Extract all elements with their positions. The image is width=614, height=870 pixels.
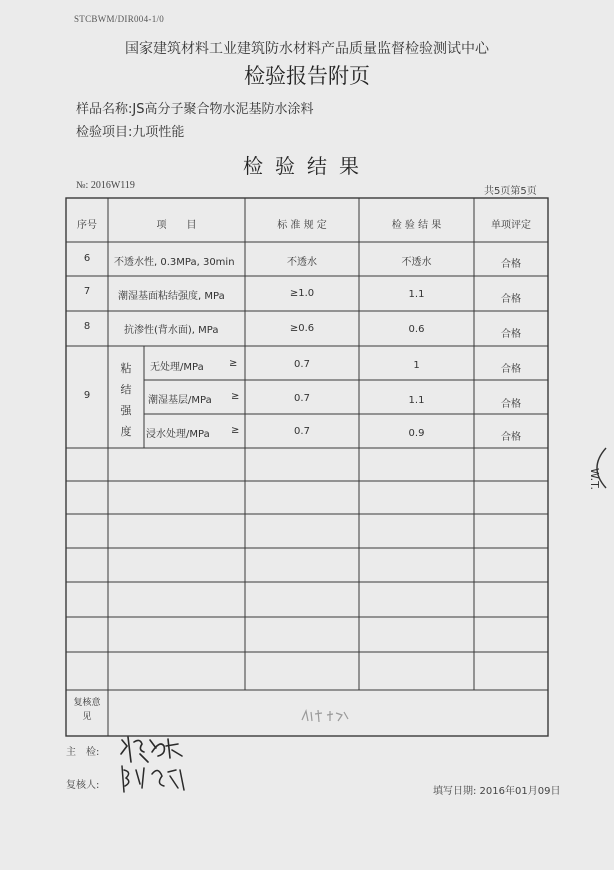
row-verdict: 合格	[501, 259, 521, 270]
item-value: 九项性能	[132, 125, 185, 140]
row-result: 1.1	[408, 289, 425, 300]
header-no: 序号	[77, 220, 97, 231]
document-title: 检验报告附页	[244, 64, 370, 88]
review-opinion-label: 复核意见	[73, 698, 101, 722]
row-item: 不透水性, 0.3MPa, 30min	[114, 257, 235, 268]
subrow-result: 1	[413, 360, 420, 371]
row-item: 抗渗性(背水面), MPa	[124, 325, 219, 336]
item-label: 检验项目:	[76, 125, 133, 140]
sample-name: JS高分子聚合物水泥基防水涂料	[132, 102, 314, 117]
header-result: 检 验 结 果	[391, 220, 442, 231]
subrow-result: 0.9	[408, 428, 425, 439]
subrow-symbol: ≥	[231, 391, 240, 402]
faint-stamp-mark	[298, 706, 354, 726]
group-label: 粘结强度	[120, 362, 132, 438]
reviewer-label: 复核人:	[66, 780, 100, 791]
sample-line	[76, 98, 313, 117]
row-verdict: 合格	[501, 294, 521, 305]
row-number: 7	[83, 286, 91, 297]
header-verdict: 单项评定	[491, 220, 531, 231]
svg-text:W.T.: W.T.	[588, 468, 601, 490]
row-number: 8	[83, 321, 91, 332]
subrow-symbol: ≥	[231, 425, 240, 436]
row-result: 0.6	[408, 324, 425, 335]
seal-edge-mark	[582, 446, 608, 490]
header-standard: 标 准 规 定	[277, 220, 327, 231]
subrow-verdict: 合格	[501, 399, 521, 410]
row-standard: ≥0.6	[289, 323, 315, 334]
institution-name: 国家建筑材料工业建筑防水材料产品质量监督检验测试中心	[125, 41, 489, 57]
subrow-item: 潮湿基层/MPa	[148, 395, 212, 406]
reviewer-signature	[118, 762, 190, 796]
subrow-result: 1.1	[408, 395, 425, 406]
subrow-item: 无处理/MPa	[150, 362, 204, 373]
subrow-verdict: 合格	[501, 432, 521, 443]
results-title: 检验结果	[243, 154, 371, 178]
row-verdict: 合格	[501, 329, 521, 340]
subrow-verdict: 合格	[501, 364, 521, 375]
row-standard: 不透水	[287, 257, 317, 268]
group-number: 9	[83, 390, 91, 401]
row-standard: ≥1.0	[289, 288, 315, 299]
document-code: STCBWM/DIR004-1/0	[74, 14, 165, 24]
item-line	[76, 121, 184, 140]
header-item: 项 目	[156, 220, 197, 231]
subrow-standard: 0.7	[294, 393, 310, 404]
row-result: 不透水	[401, 257, 432, 268]
main-inspector-label: 主 检:	[66, 747, 100, 758]
subrow-symbol: ≥	[229, 358, 238, 369]
row-item: 潮湿基面粘结强度, MPa	[118, 291, 225, 302]
sample-label: 样品名称:	[76, 102, 133, 117]
report-number: №: 2016W119	[76, 180, 135, 191]
row-number: 6	[83, 253, 91, 264]
fill-date: 填写日期: 2016年01月09日	[433, 786, 561, 797]
page-count: 共5页第5页	[484, 186, 537, 197]
subrow-item: 浸水处理/MPa	[146, 429, 210, 440]
subrow-standard: 0.7	[294, 426, 310, 437]
subrow-standard: 0.7	[294, 359, 310, 370]
